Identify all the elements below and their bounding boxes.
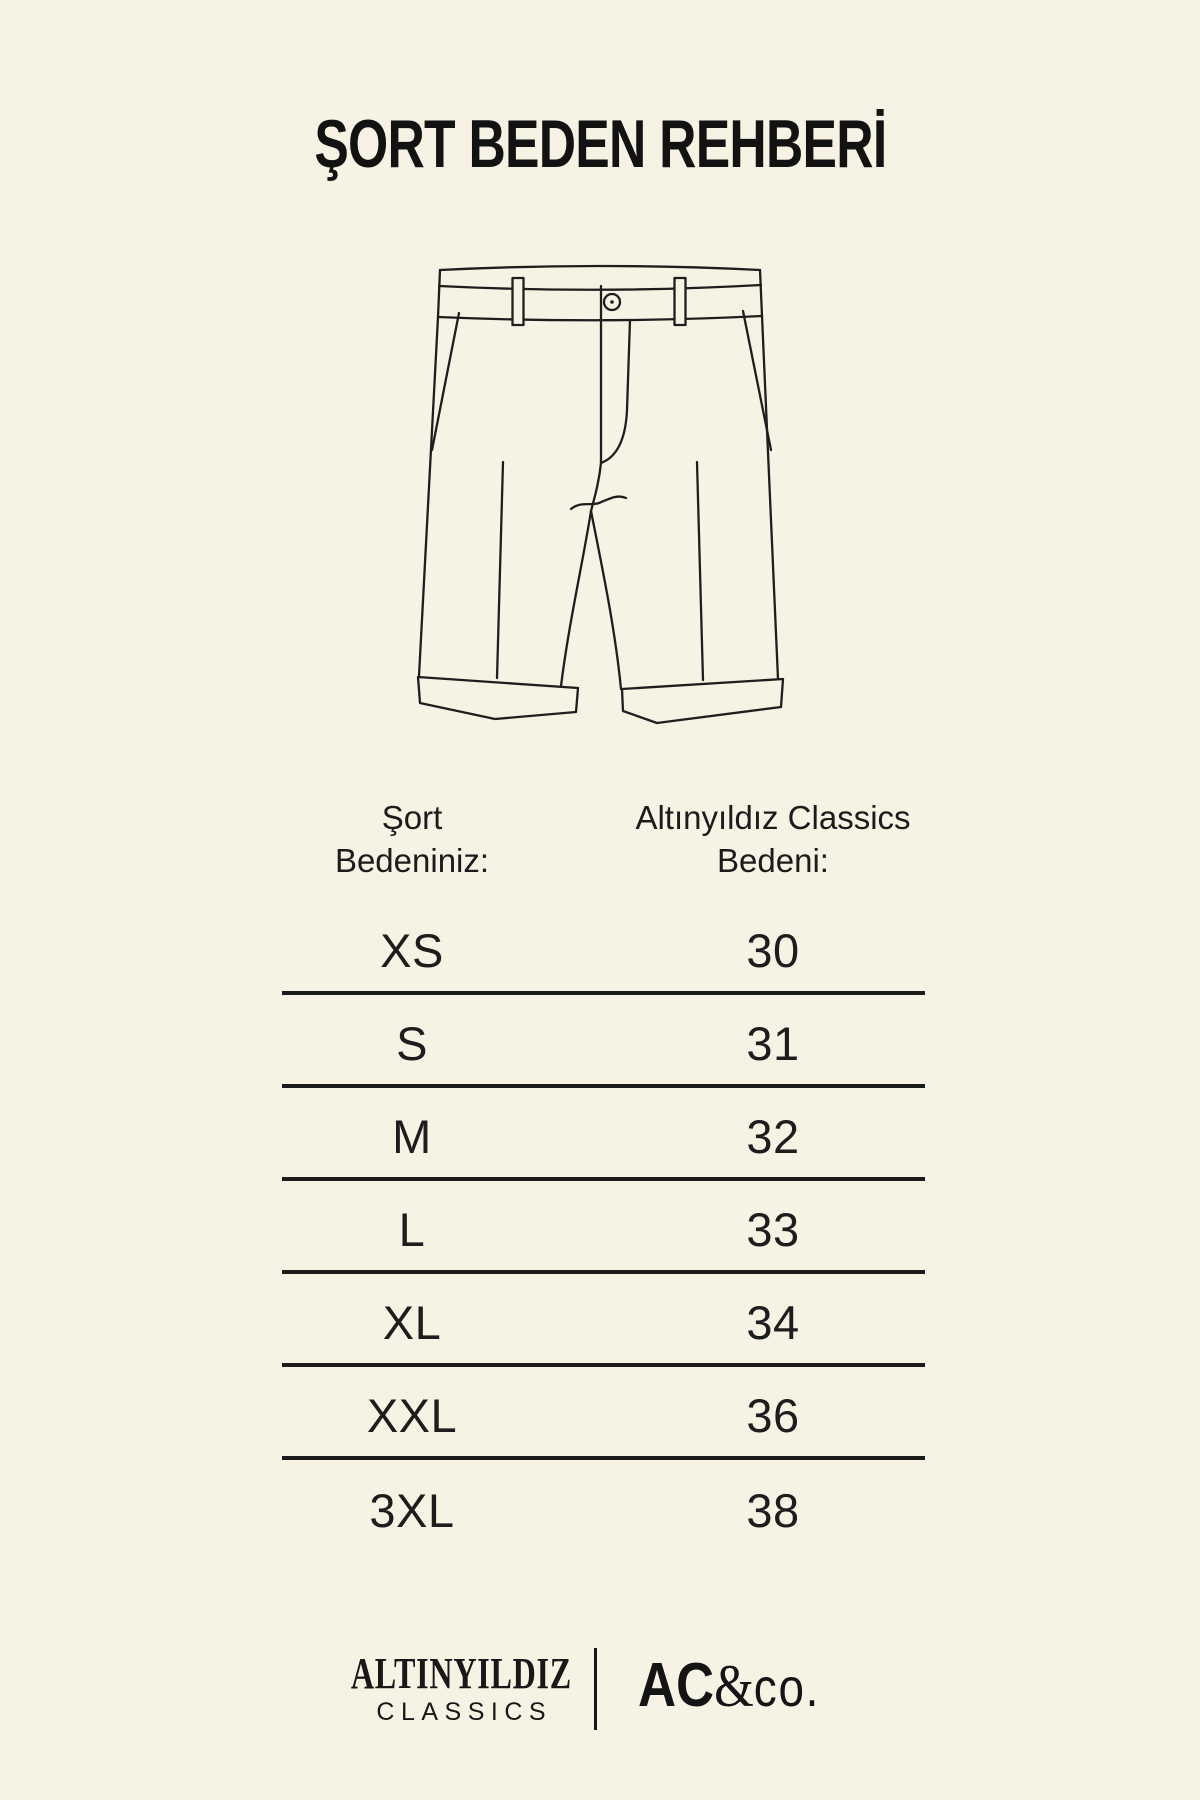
size-value: 31	[746, 1016, 800, 1070]
shorts-waist-top-edge	[440, 266, 760, 270]
table-row	[282, 1367, 925, 1460]
footer-divider-line	[594, 1648, 597, 1730]
col1-header-line2: Bedeniniz:	[334, 842, 490, 879]
page-title	[0, 108, 1200, 180]
size-value: 34	[746, 1295, 800, 1349]
size-label: XXL	[366, 1388, 458, 1442]
shorts-left-crease	[497, 462, 503, 678]
shorts-fly-curve	[601, 320, 630, 463]
size-label: XS	[380, 923, 444, 977]
size-value: 36	[746, 1388, 800, 1442]
table-header	[282, 796, 925, 886]
shorts-left-outer-seam	[419, 270, 440, 676]
size-label: 3XL	[369, 1483, 455, 1537]
shorts-right-pocket-line	[743, 311, 771, 450]
size-label: S	[396, 1016, 428, 1070]
table-row	[282, 1274, 925, 1367]
table-row	[282, 1460, 925, 1553]
shorts-left-inseam	[561, 511, 591, 686]
brand-subtitle: CLASSICS	[376, 1698, 553, 1726]
col2-header-line1: Altınyıldız Classics	[635, 799, 911, 836]
col2-header-line2: Bedeni:	[717, 842, 829, 879]
ac-co-logo	[638, 1650, 820, 1721]
shorts-crotch-seam-squiggle	[571, 497, 626, 509]
logo-co-text: co.	[753, 1658, 821, 1718]
size-label: L	[398, 1202, 426, 1256]
shorts-left-cuff	[418, 677, 578, 719]
brand-name: ALTINYILDIZ	[350, 1649, 572, 1698]
size-label: M	[392, 1109, 432, 1163]
shorts-button-dot	[610, 300, 614, 304]
size-label: XL	[382, 1295, 442, 1349]
shorts-right-cuff	[622, 679, 783, 723]
size-value: 38	[746, 1483, 800, 1537]
shorts-right-outer-seam	[760, 270, 778, 679]
shorts-right-belt-loop	[675, 278, 686, 325]
logo-ampersand: &	[714, 1653, 754, 1719]
page-title-text: ŞORT BEDEN REHBERİ	[313, 106, 887, 182]
size-value: 33	[746, 1202, 800, 1256]
size-table	[282, 902, 925, 1553]
table-row	[282, 1181, 925, 1274]
column-header-your-size	[282, 796, 542, 882]
brand-wordmark	[300, 1649, 622, 1726]
shorts-illustration	[415, 262, 785, 727]
col1-header-line1: Şort	[381, 799, 443, 836]
table-row	[282, 995, 925, 1088]
shorts-left-belt-loop	[513, 278, 524, 325]
shorts-right-inseam	[591, 511, 621, 689]
column-header-brand-size	[621, 796, 925, 882]
table-row	[282, 902, 925, 995]
size-value: 32	[746, 1109, 800, 1163]
shorts-right-crease	[697, 462, 703, 680]
table-row	[282, 1088, 925, 1181]
logo-ac-text: AC	[638, 1651, 715, 1720]
size-value: 30	[746, 923, 800, 977]
